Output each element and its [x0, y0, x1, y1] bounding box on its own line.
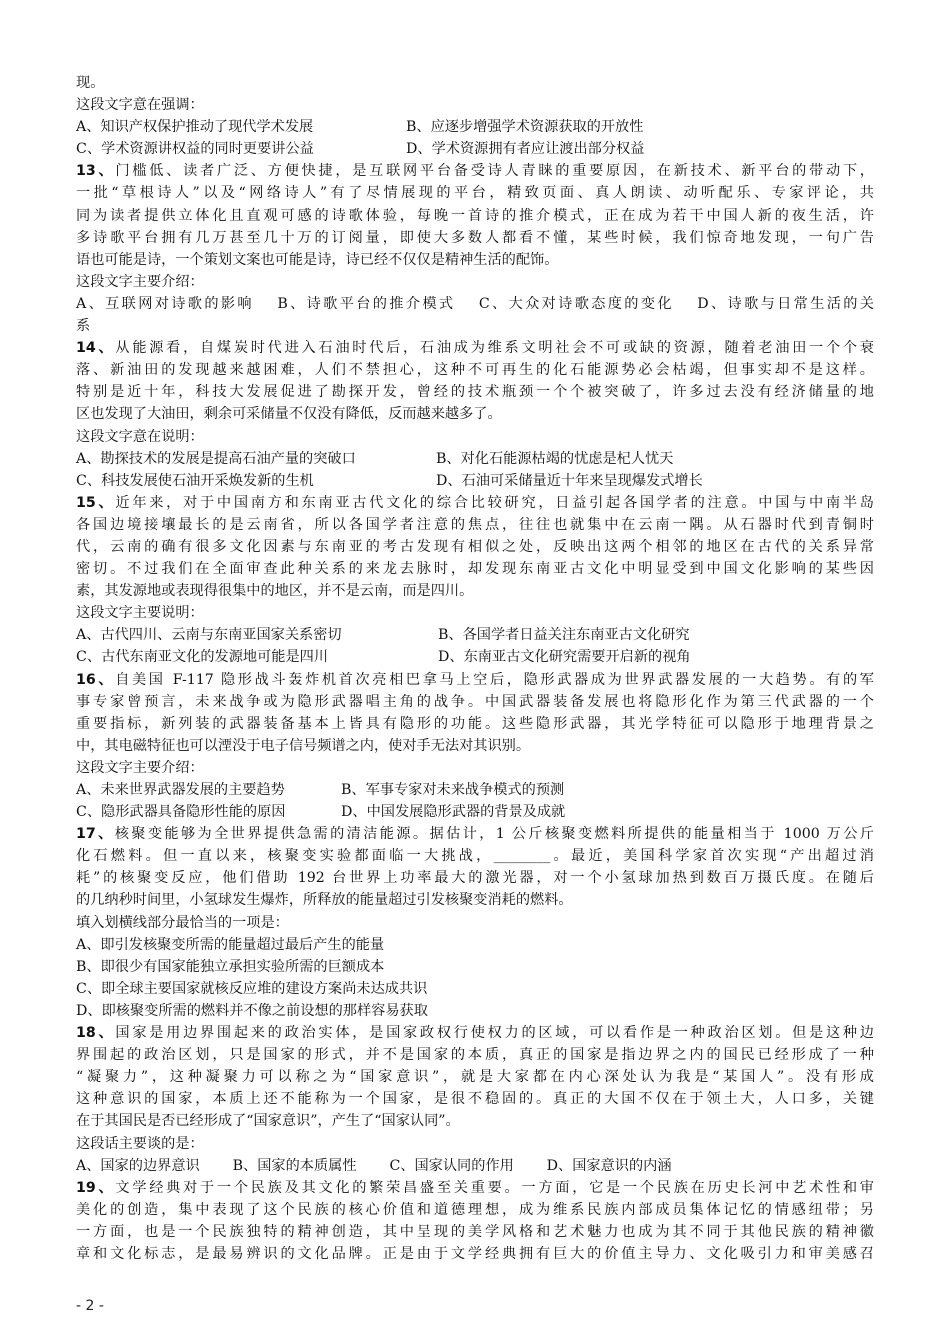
- option-d: D、即核聚变所需的燃料并不像之前设想的那样容易获取: [76, 1002, 428, 1019]
- page-number: - 2 -: [76, 1298, 104, 1314]
- text-line: “凝聚力”，这种凝聚力可以称之为“国家意识”，就是大家都在内心深处认为我是“某国人”。没有形成: [76, 1069, 874, 1086]
- text-line: 化石燃料。但一直以来，核聚变实验都面临一大挑战，________。最近，美国科学家首次实现“产出超过消: [76, 848, 874, 865]
- question-19-first-line: 19、文学经典对于一个民族及其文化的繁荣昌盛至关重要。一方面，它是一个民族在历史长河中艺术性和审: [76, 1179, 874, 1196]
- options-row: [76, 116, 874, 138]
- text-line: 区也发现了大油田，剩余可采储量不仅没有降低，反而越来越多了。: [76, 406, 502, 423]
- text-line: 这种意识的国家，本质上还不能称为一个国家，是很不稳固的。真正的大国不仅在于领土大，人口多，关键: [76, 1091, 874, 1108]
- question-18-first-line: 18、国家是用边界围起来的政治实体，是国家政权行使权力的区域，可以看作是一种政治区划。但是这种边: [76, 1025, 874, 1042]
- option-b: B、应逐步增强学术资源获取的开放性: [406, 119, 644, 136]
- question-prompt: 这段文字意在说明：: [76, 428, 204, 445]
- text-line: 界围起的政治区划，只是国家的形式，并不是国家的本质，真正的国家是指边界之内的国民已经形成了一种: [76, 1047, 874, 1064]
- option-b: B、对化石能源枯竭的忧虑是杞人忧天: [436, 450, 674, 467]
- question-prompt: 填入划横线部分最恰当的一项是：: [76, 914, 289, 931]
- options-row: A、互联网对诗歌的影响 B、诗歌平台的推介模式 C、大众对诗歌态度的变化 D、诗歌与日常生活的关: [76, 295, 874, 312]
- text-line: 落、新油田的发现越来越困难，人们不禁担心，这种不可再生的化石能源势必会枯竭，但事实却不是这样。: [76, 362, 874, 379]
- options-row: [76, 138, 874, 160]
- question-number: 17、: [76, 826, 115, 843]
- question-prompt: 这段文字主要介绍：: [76, 273, 204, 290]
- text-line: 语也可能是诗，一个策划文案也可能是诗，诗已经不仅仅是精神生活的配饰。: [76, 251, 559, 268]
- text-line: 多诗歌平台拥有几万甚至几十万的订阅量，即使大多数人都看不懂，某些时候，我们惊奇地发现，一句广告: [76, 229, 874, 246]
- question-prompt: 这段文字意在强调：: [76, 97, 204, 114]
- option-a: A、古代四川、云南与东南亚国家关系密切: [76, 627, 342, 644]
- option-b: B、即很少有国家能独立承担实验所需的巨额成本: [76, 958, 385, 975]
- option-d: D、中国发展隐形武器的背景及成就: [341, 804, 566, 821]
- question-13-first-line: 13、门槛低、读者广泛、方便快捷，是互联网平台备受诗人青睐的重要原因，在新技术、新平台的带动下，: [76, 163, 874, 180]
- question-14-first-line: 14、从能源看，自煤炭时代进入石油时代后，石油成为维系文明社会不可或缺的资源，随着老油田一个个衰: [76, 340, 874, 357]
- question-prompt: 这段文字主要介绍：: [76, 759, 204, 776]
- option-a: A、即引发核聚变所需的能量超过最后产生的能量: [76, 936, 385, 953]
- options-row: A、国家的边界意识 B、国家的本质属性 C、国家认同的作用 D、国家意识的内涵: [76, 1157, 672, 1174]
- text-line: 代，云南的确有很多文化因素与东南亚的考古发现有相似之处，反映出这两个相邻的地区在古代的关系异常: [76, 538, 874, 555]
- question-16-first-line: 16、自美国 F-117 隐形战斗轰炸机首次亮相巴拿马上空后，隐形武器成为世界武器发展的一大趋势。有的军: [76, 671, 874, 688]
- options-row: [76, 779, 874, 801]
- text-line: 在于其国民是否已经形成了“国家意识”，产生了“国家认同”。: [76, 1113, 460, 1130]
- option-a: A、勘探技术的发展是提高石油产量的突破口: [76, 450, 356, 467]
- options-row: [76, 646, 874, 668]
- question-number: 18、: [76, 1025, 116, 1042]
- options-row: [76, 448, 874, 470]
- question-number: 15、: [76, 494, 116, 511]
- option-c: C、学术资源讲权益的同时更要讲公益: [76, 141, 314, 158]
- question-number: 16、: [76, 671, 116, 688]
- option-c: C、古代东南亚文化的发源地可能是四川: [76, 649, 329, 666]
- question-17-first-line: 17、核聚变能够为全世界提供急需的清洁能源。据估计，1 公斤核聚变燃料所提供的能量相当于 1000 万公斤: [76, 826, 874, 843]
- text-line: 章和文化标志，是最易辨识的文化品牌。正是由于文学经典拥有巨大的价值主导力、文化吸引力和审美感召: [76, 1245, 874, 1262]
- text-line: 素，其发源地或表现得很集中的地区，并不是云南，而是四川。: [76, 583, 474, 600]
- text-line: 密切。不过我们在全面审查此种关系的来龙去脉时，却发现东南亚古文化中明显受到中国文化影响的某些因: [76, 561, 874, 578]
- option-b: B、各国学者日益关注东南亚古文化研究: [438, 627, 690, 644]
- text-line: 事专家曾预言，未来战争或为隐形武器唱主角的战争。中国武器装备发展也将隐形化作为第三代武器的一个: [76, 693, 874, 710]
- text-line: 一方面，也是一个民族独特的精神创造，其中呈现的美学风格和艺术魅力也成为其不同于其他民族的精神徽: [76, 1223, 874, 1240]
- option-a: A、知识产权保护推动了现代学术发展: [76, 119, 314, 136]
- option-c: C、科技发展使石油开采焕发新的生机: [76, 472, 314, 489]
- question-number: 14、: [76, 340, 116, 357]
- option-d: D、石油可采储量近十年来呈现爆发式增长: [436, 472, 703, 489]
- text-line: 耗”的核聚变反应，他们借助 192 台世界上功率最大的激光器，对一个小氢球加热到数百万摄氏度。在随后: [76, 870, 874, 887]
- document-page: [76, 72, 874, 1265]
- option-a: A、未来世界武器发展的主要趋势: [76, 782, 285, 798]
- text-line: 中，其电磁特征也可以湮没于电子信号频谱之内，使对手无法对其识别。: [76, 737, 531, 754]
- question-prompt: 这段文字主要说明：: [76, 605, 204, 622]
- options-row: [76, 801, 874, 823]
- text-line: 现。: [76, 75, 105, 91]
- text-line: 各国边境接壤最长的是云南省，所以各国学者注意的焦点，往往也就集中在云南一隅。从石器时代到青铜时: [76, 516, 874, 533]
- question-15-first-line: 15、近年来，对于中国南方和东南亚古代文化的综合比较研究，日益引起各国学者的注意。中国与中南半岛: [76, 494, 874, 511]
- question-prompt: 这段话主要谈的是：: [76, 1135, 204, 1152]
- text-line: 的几纳秒时间里，小氢球发生爆炸，所释放的能量超过引发核聚变消耗的燃料。: [76, 892, 573, 909]
- option-d: D、学术资源拥有者应让渡出部分权益: [406, 141, 645, 158]
- option-b: B、军事专家对未来战争模式的预测: [341, 782, 565, 798]
- text-line: 同为读者提供立体化且直观可感的诗歌体验，每晚一首诗的推介模式，正在成为若干中国人新的夜生活，许: [76, 207, 874, 224]
- text-line: 一批“草根诗人”以及“网络诗人”有了尽情展现的平台，精致页面、真人朗读、动听配乐、专家评论，共: [76, 185, 874, 202]
- text-line: 美化的创造，集中表现了这个民族的核心价值和道德理想，成为维系民族内部成员集体记忆的情感纽带；另: [76, 1201, 874, 1218]
- option-c: C、即全球主要国家就核反应堆的建设方案尚未达成共识: [76, 980, 428, 997]
- option-c: C、隐形武器具备隐形性能的原因: [76, 804, 286, 821]
- option-d: D、东南亚古文化研究需要开启新的视角: [438, 649, 691, 666]
- text-line: 重要指标，新列装的武器装备基本上皆具有隐形的功能。这些隐形武器，其光学特征可以隐形于地理背景之: [76, 715, 874, 732]
- options-row-tail: 系: [76, 318, 91, 335]
- question-number: 13、: [76, 163, 116, 180]
- options-row: [76, 470, 874, 492]
- options-row: [76, 624, 874, 646]
- text-line: 特别是近十年，科技大发展促进了勘探开发，曾经的技术瓶颈一个个被突破了，许多过去没有经济储量的地: [76, 384, 874, 401]
- question-number: 19、: [76, 1179, 116, 1196]
